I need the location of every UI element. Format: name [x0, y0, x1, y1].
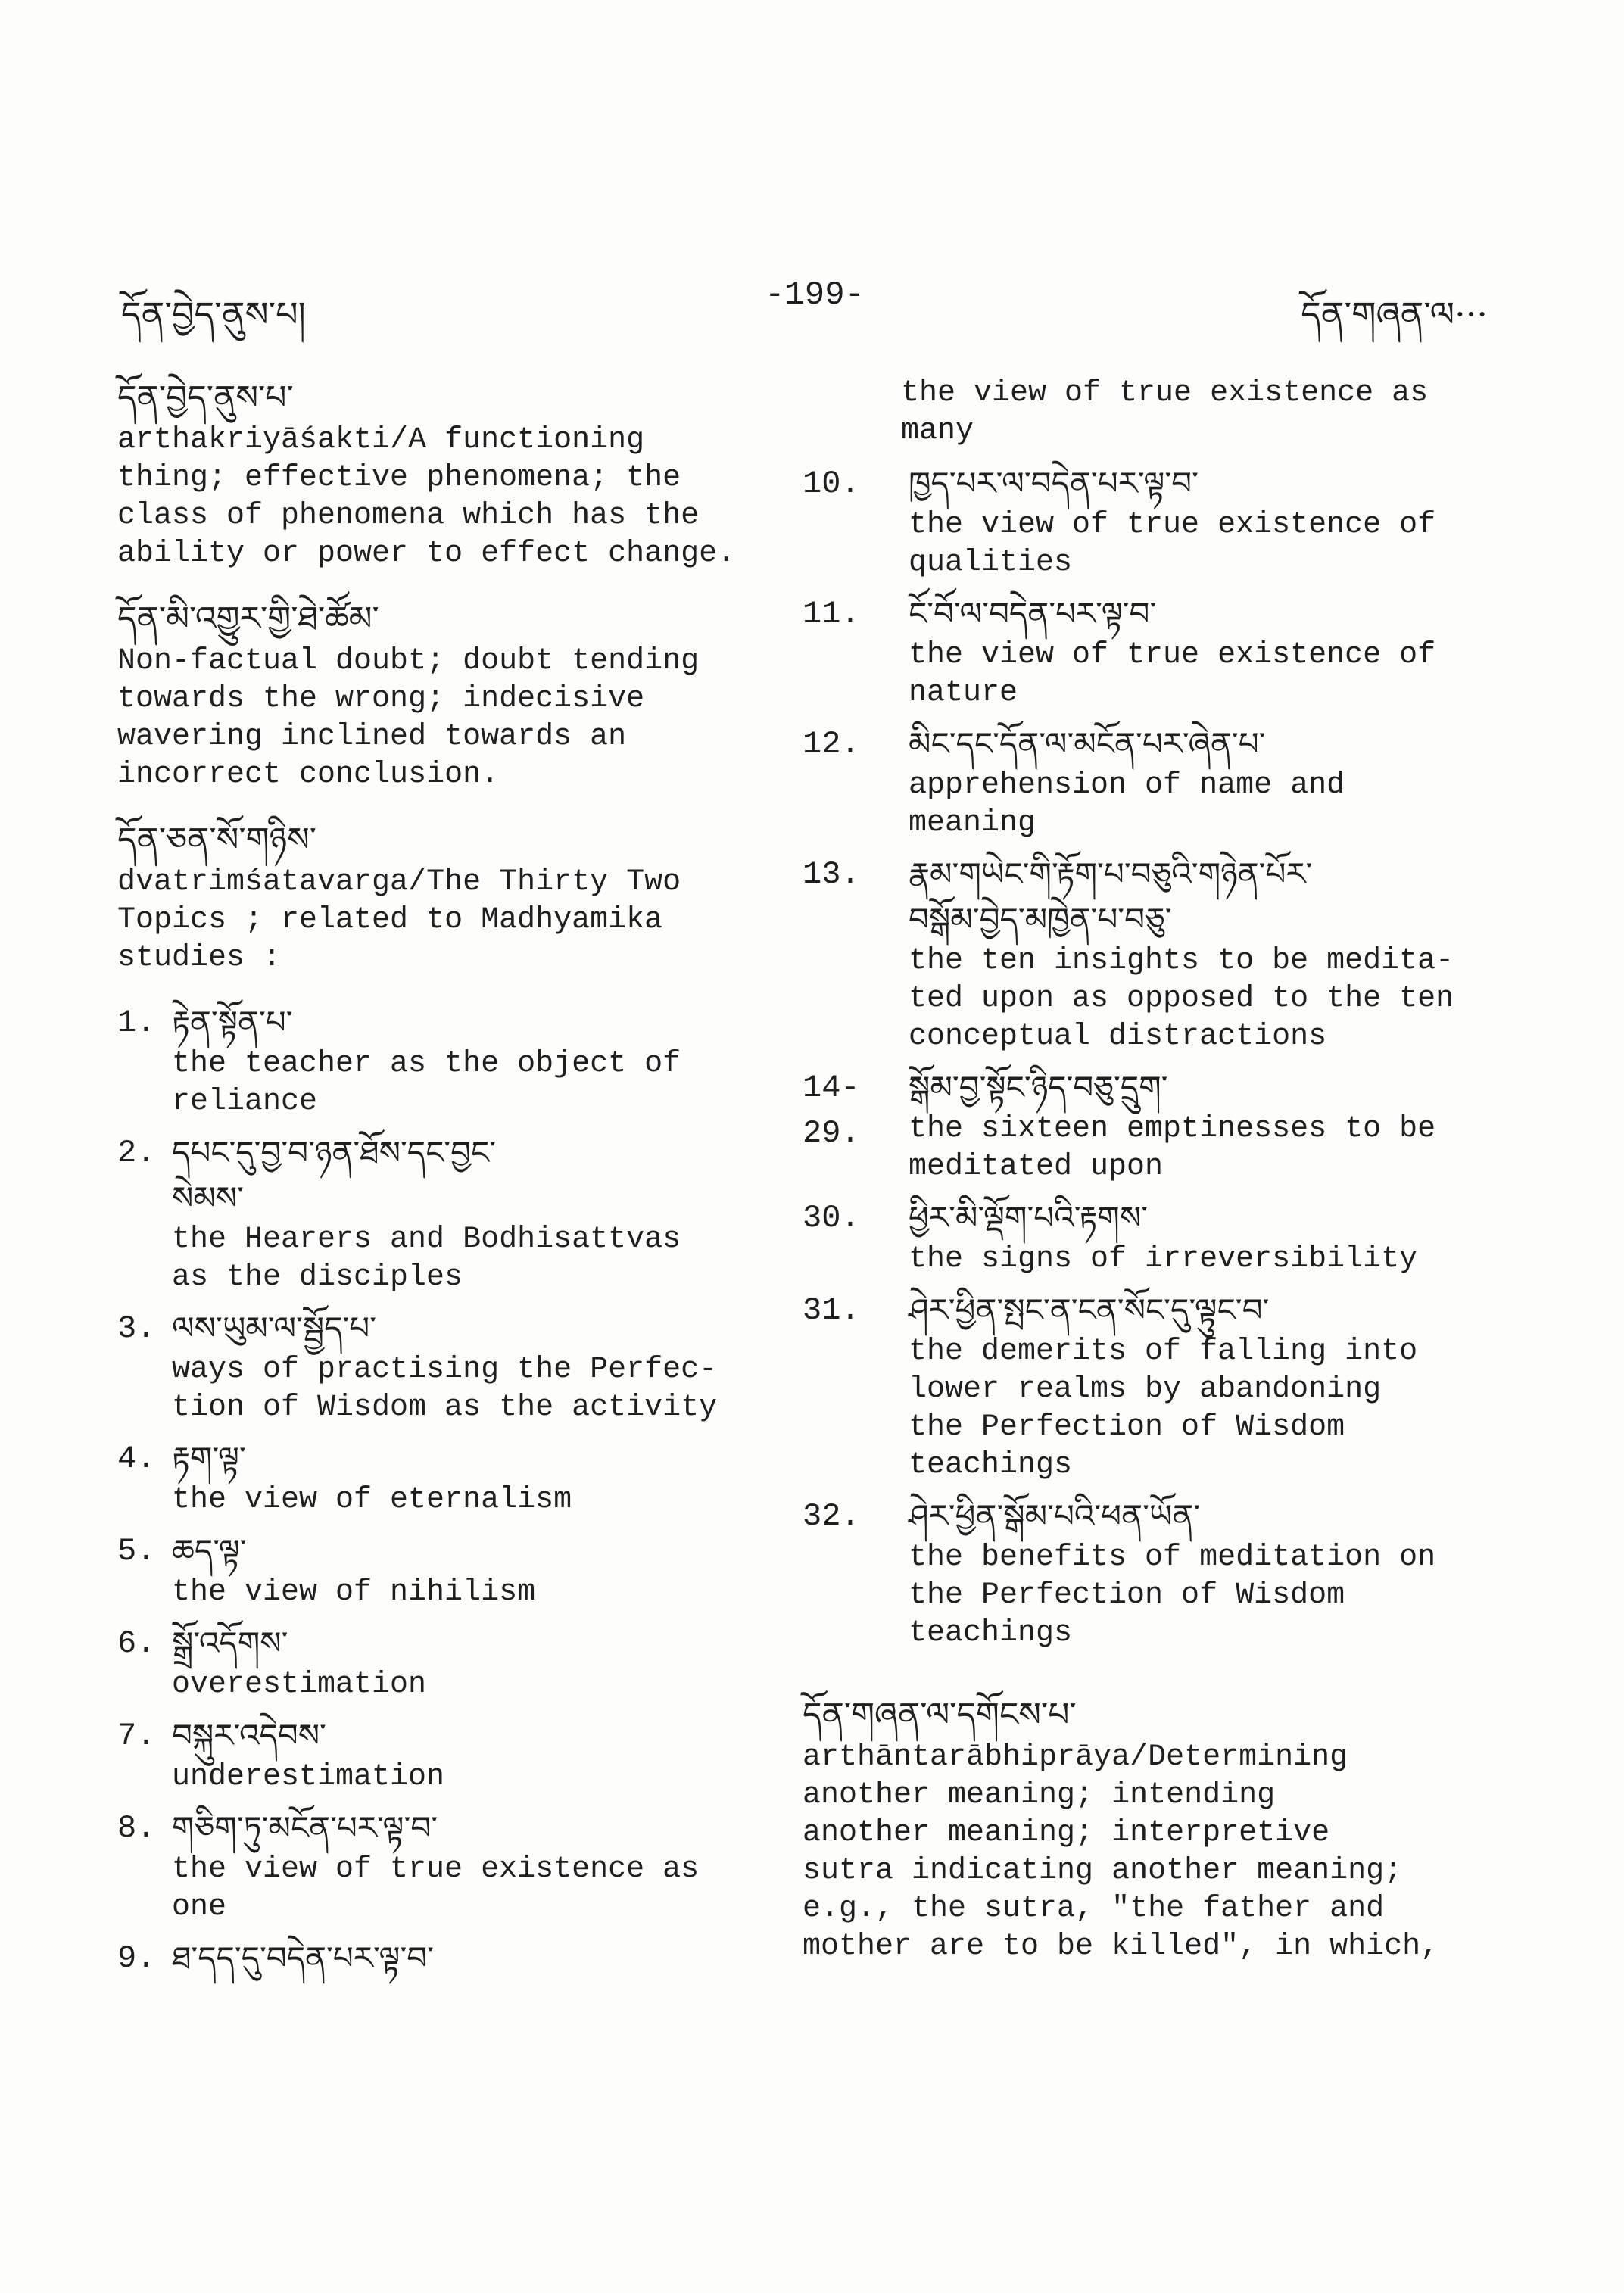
item-english: the demerits of falling into lower realms by abandoning the Perfection of Wisdom teachings [909, 1335, 1418, 1482]
item-tibetan: ཐ་དད་དུ་བདེན་པར་ལྟ་བ་ [172, 1939, 435, 1977]
entry-definition: arthakriyāśakti/A functioning thing; effective phenomena; the class of phenomena which has the ability or power to effect change. [117, 423, 736, 571]
entry-headword: དོན་ཅན་སོ་གཉིས་ [117, 821, 317, 859]
list-item [803, 461, 1499, 582]
topic-list [803, 461, 1499, 1653]
dictionary-entry [803, 1692, 1499, 1966]
item-english: the signs of irreversibility [909, 1242, 1418, 1276]
page-header [0, 276, 1624, 337]
item-english: overestimation [172, 1668, 427, 1702]
dictionary-entry [117, 375, 821, 573]
item-number: 9. [117, 1940, 156, 1977]
item-tibetan: ལས་ཡུམ་ལ་སྦྱོད་པ་ [172, 1310, 377, 1347]
right-column [803, 375, 1499, 1989]
item-number: 8. [117, 1810, 156, 1846]
item-number: 6. [117, 1625, 156, 1662]
running-head-right: དོན་གཞན་ལ··· [1301, 294, 1488, 335]
item-number: 3. [117, 1310, 156, 1347]
item-english: the teacher as the object of reliance [172, 1047, 681, 1119]
list-item [803, 852, 1499, 1056]
dictionary-entry [117, 596, 821, 794]
item-english: the view of true existence as one [172, 1852, 700, 1924]
item-tibetan: མིང་དང་དོན་ལ་མངོན་པར་ཞེན་པ་ [909, 725, 1266, 762]
item-tibetan: གཅིག་ཏུ་མངོན་པར་ལྟ་བ་ [172, 1809, 438, 1846]
topic-list [117, 1000, 821, 1981]
entry-definition: Non-factual doubt; doubt tending towards the wrong; indecisive wavering inclined towards an incorrect conclusion. [117, 644, 700, 792]
list-item [803, 591, 1499, 712]
item-tibetan: སྒོམ་བྱ་སྟོང་ཉིད་བཅུ་དྲུག་ [909, 1069, 1168, 1106]
item-english: apprehension of name and meaning [909, 768, 1345, 840]
item-number: 11. [803, 596, 860, 632]
list-item [803, 1288, 1499, 1485]
item-number: 32. [803, 1498, 860, 1534]
item-number: 13. [803, 856, 860, 893]
list-item [117, 1528, 821, 1612]
item-number: 12. [803, 726, 860, 762]
item-number: 7. [117, 1718, 156, 1754]
item-english: the ten insights to be medita- ted upon as opposed to the ten conceptual distractions [909, 944, 1454, 1054]
item-tibetan: ངོ་བོ་ལ་བདེན་པར་ལྟ་བ་ [909, 595, 1157, 632]
entry-headword: དོན་བྱེད་ནུས་པ་ [117, 379, 294, 417]
list-item [803, 1494, 1499, 1653]
item-tibetan: རྟག་ལྟ་ [172, 1440, 246, 1477]
list-item [117, 1621, 821, 1704]
item-number: 1. [117, 1005, 156, 1041]
dictionary-entry [117, 817, 821, 977]
item-tibetan: ཕྱིར་མི་ལྡོག་པའི་རྟགས་ [909, 1199, 1149, 1236]
list-item [117, 1936, 821, 1981]
item-tibetan: ཤེར་ཕྱིན་སྤང་ན་ངན་སོང་དུ་ལྟུང་བ་ [909, 1291, 1270, 1329]
list-item [117, 1306, 821, 1427]
item-english: the view of eternalism [172, 1483, 572, 1517]
list-item [117, 1713, 821, 1796]
item-number: 10. [803, 466, 860, 502]
item-english: the benefits of meditation on the Perfection of Wisdom teachings [909, 1541, 1436, 1650]
item-number: 2. [117, 1135, 156, 1171]
list-item [117, 1436, 821, 1519]
entry-headword: དོན་གཞན་ལ་དགོངས་པ་ [803, 1696, 1077, 1734]
item-english: the view of true existence of qualities [909, 508, 1436, 580]
list-item [803, 1195, 1499, 1279]
entry-definition: arthāntarābhiprāya/Determining another meaning; intending another meaning; interpretive sutra indicating another meaning; e.g., the sutra, "the father and mother are to be killed", in which, [803, 1740, 1439, 1964]
item-tibetan: ཆད་ལྟ་ [172, 1532, 247, 1569]
list-item [117, 1000, 821, 1121]
item-tibetan: རྟེན་སྟོན་པ་ [172, 1004, 293, 1041]
item-english: underestimation [172, 1760, 445, 1794]
item-english: ways of practising the Perfec- tion of Wisdom as the activity [172, 1353, 718, 1425]
list-item [117, 1805, 821, 1927]
item-number: 31. [803, 1292, 860, 1329]
left-column [117, 375, 821, 1990]
entry-definition: dvatrimśatavarga/The Thirty Two Topics ; related to Madhyamika studies : [117, 865, 681, 975]
item-tibetan: རྣམ་གཡེང་གི་རྟོག་པ་བཅུའི་གཉེན་པོར་ བསྒོམ་བྱེད་མཁྱེན་པ་བཅུ་ [909, 855, 1313, 938]
list-item [803, 1065, 1499, 1186]
item-english: the view of true existence of nature [909, 638, 1436, 710]
item-english-continued: the view of true existence as many [901, 376, 1429, 448]
item-number: 14-29. [803, 1070, 860, 1151]
page-number: -199- [765, 276, 865, 314]
item-tibetan: སྒྲོ་འདོགས་ [172, 1625, 288, 1662]
running-head-left: དོན་བྱེད་ནུས་པ། [121, 294, 306, 335]
item-number: 4. [117, 1441, 156, 1477]
item-english: the sixteen emptinesses to be meditated upon [909, 1112, 1436, 1184]
list-item [803, 721, 1499, 843]
item-english: the Hearers and Bodhisattvas as the disciples [172, 1223, 681, 1294]
item-number: 5. [117, 1533, 156, 1569]
item-tibetan: བསྐུར་འདེབས་ [172, 1717, 326, 1754]
item-tibetan: ཁྱད་པར་ལ་བདེན་པར་ལྟ་བ་ [909, 465, 1199, 502]
item-english: the view of nihilism [172, 1575, 536, 1609]
item-tibetan: དཔང་དུ་བྱ་བ་ཉན་ཐོས་དང་བྱང་ སེམས་ [172, 1134, 497, 1217]
list-item [117, 1130, 821, 1297]
entry-headword: དོན་མི་འགྱུར་གྱི་ཐེ་ཚོམ་ [117, 600, 379, 638]
item-tibetan: ཤེར་ཕྱིན་སྒོམ་པའི་ཕན་ཡོན་ [909, 1497, 1201, 1534]
item-number: 30. [803, 1200, 860, 1236]
